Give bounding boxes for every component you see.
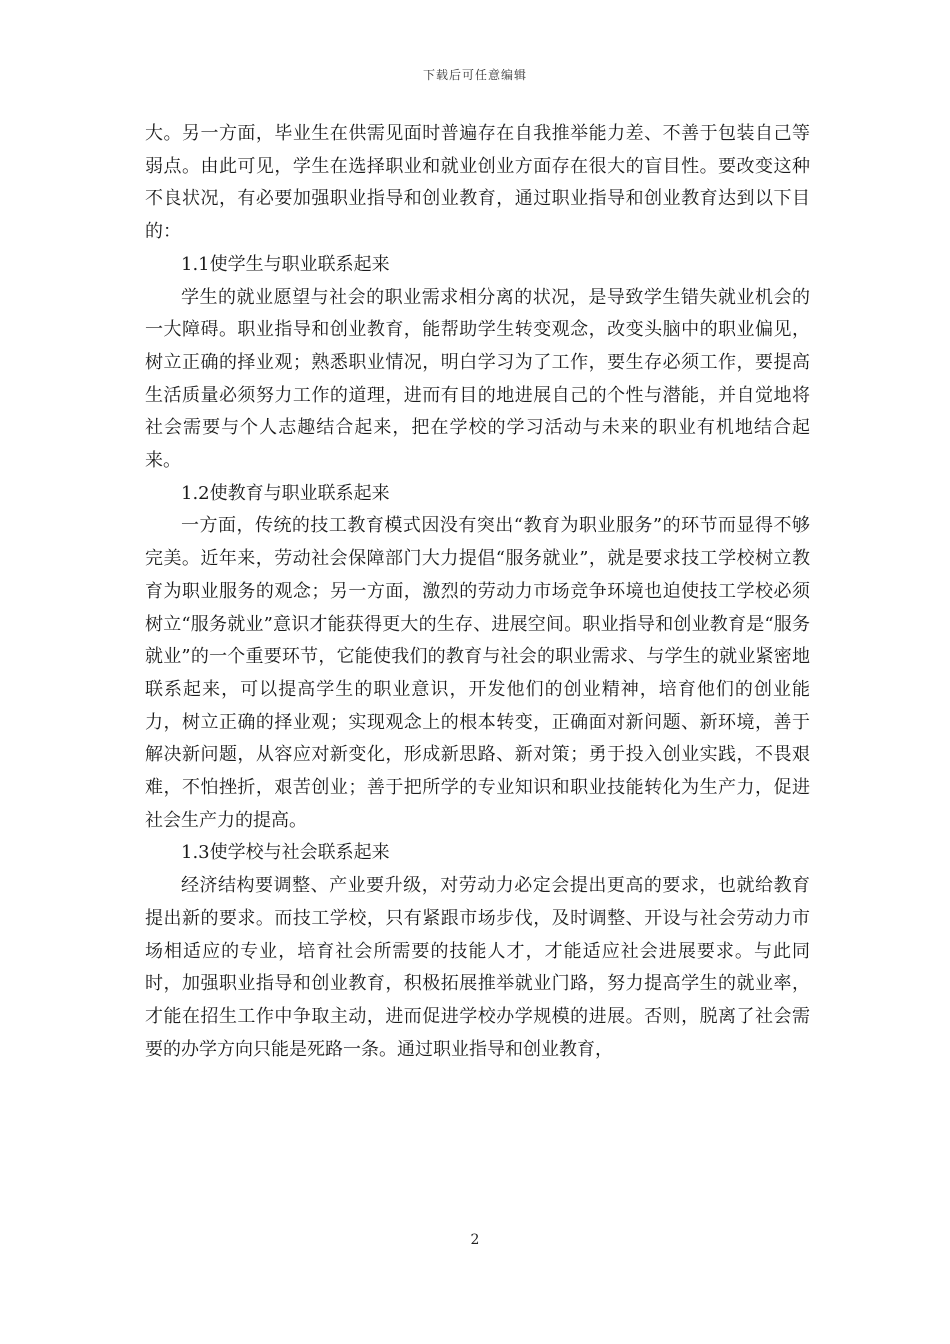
paragraph-continued: 大。另一方面，毕业生在供需见面时普遍存在自我推举能力差、不善于包装自己等弱点。由此可见，学生在选择职业和就业创业方面存在很大的盲目性。要改变这种不良状况，有必要加强职业指导和创业教育，通过职业指导和创业教育达到以下目的： (145, 123, 810, 243)
paragraph-1-1: 学生的就业愿望与社会的职业需求相分离的状况，是导致学生错失就业机会的一大障碍。职业指导和创业教育，能帮助学生转变观念，改变头脑中的职业偏见，树立正确的择业观；熟悉职业情况，明白学习为了工作，要生存必须工作，要提高生活质量必须努力工作的道理，进而有目的地进展自己的个性与潜能，并自觉地将社会需要与个人志趣结合起来，把在学校的学习活动与未来的职业有机地结合起来。 (145, 286, 810, 472)
section-heading-1-3: 1.3使学校与社会联系起来 (181, 842, 390, 864)
paragraph-1-2: 一方面，传统的技工教育模式因没有突出“教育为职业服务”的环节而显得不够完美。近年来，劳动社会保障部门大力提倡“服务就业”，就是要求技工学校树立教育为职业服务的观念；另一方面，激烈的劳动力市场竞争环境也迫使技工学校必须树立“服务就业”意识才能获得更大的生存、进展空间。职业指导和创业教育是“服务就业”的一个重要环节，它能使我们的教育与社会的职业需求、与学生的就业紧密地联系起来，可以提高学生的职业意识，开发他们的创业精神，培育他们的创业能力，树立正确的择业观；实现观念上的根本转变，正确面对新问题、新环境，善于解决新问题，从容应对新变化，形成新思路、新对策；勇于投入创业实践，不畏艰难，不怕挫折，艰苦创业；善于把所学的专业知识和职业技能转化为生产力，促进社会生产力的提高。 (145, 515, 810, 831)
section-heading-1-2: 1.2使教育与职业联系起来 (181, 482, 390, 504)
paragraph-1-3: 经济结构要调整、产业要升级，对劳动力必定会提出更高的要求，也就给教育提出新的要求。而技工学校，只有紧跟市场步伐，及时调整、开设与社会劳动力市场相适应的专业，培育社会所需要的技能人才，才能适应社会进展要求。与此同时，加强职业指导和创业教育，积极拓展推举就业门路，努力提高学生的就业率，才能在招生工作中争取主动，进而促进学校办学规模的进展。否则，脱离了社会需要的办学方向只能是死路一条。通过职业指导和创业教育， (145, 875, 810, 1060)
page-header: 下载后可任意编辑 (422, 68, 527, 82)
page-number: 2 (470, 1232, 480, 1248)
document-body (145, 118, 810, 1066)
section-heading-1-1: 1.1使学生与职业联系起来 (181, 253, 390, 275)
